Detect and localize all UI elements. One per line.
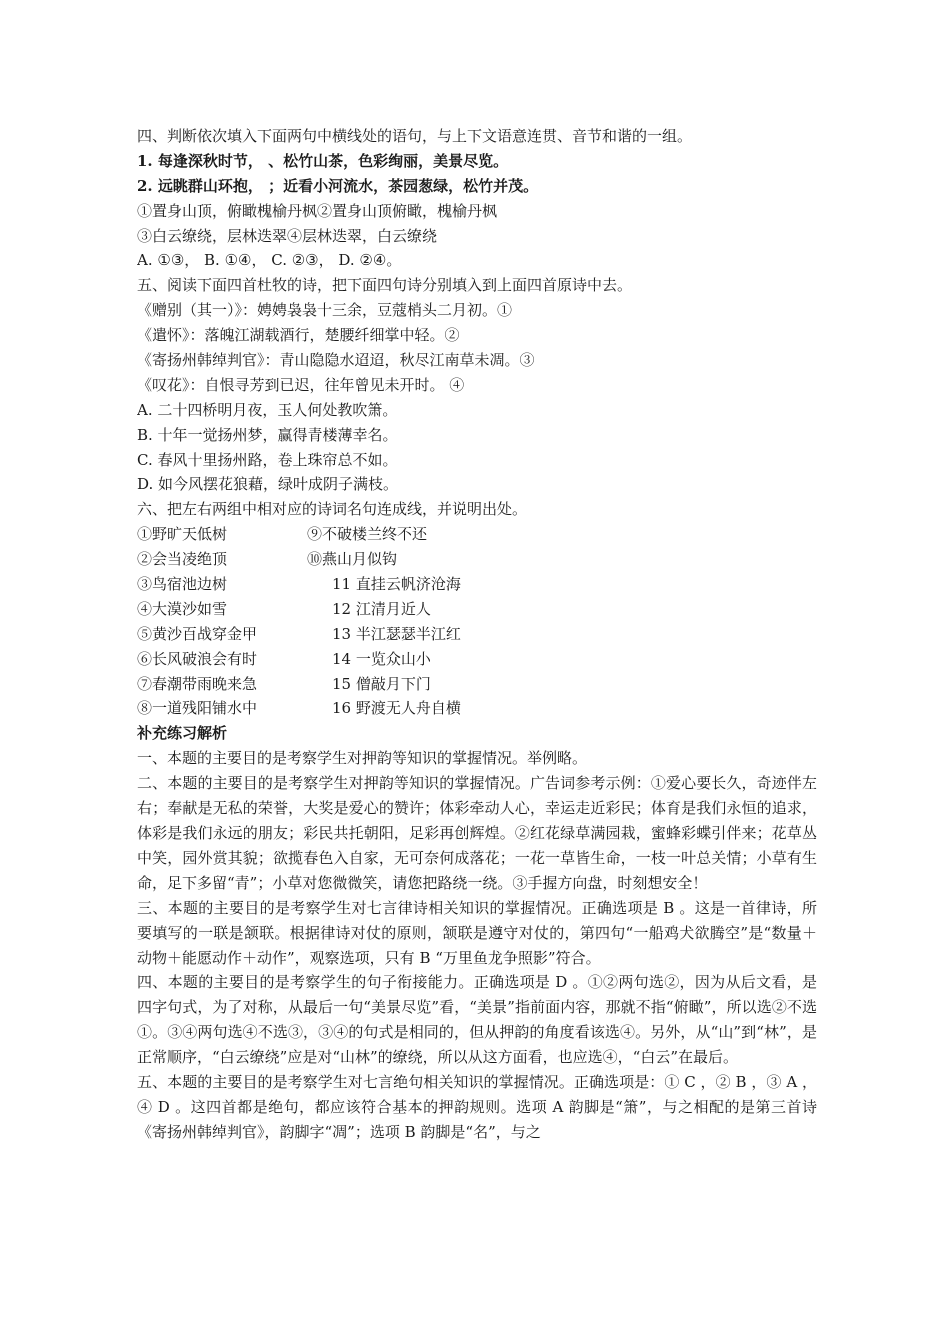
q6-pair-row	[137, 696, 817, 721]
q6-pair-row	[137, 622, 817, 647]
q6-right-item: ⑩燕山月似钩	[307, 550, 398, 569]
document-body	[137, 124, 817, 1145]
q6-right-item: 14 一览众山小	[332, 649, 431, 668]
q6-pair-row	[137, 597, 817, 622]
q6-right-item: 11 直挂云帆济沧海	[332, 575, 461, 594]
q5-poem-3: 《寄扬州韩绰判官》：青山隐隐水迢迢，秋尽江南草未凋。③	[137, 351, 535, 370]
answer-2: 二、本题的主要目的是考察学生对押韵等知识的掌握情况。广告词参考示例：①爱心要长久，奇迹伴左右；奉献是无私的荣誉，大奖是爱心的赞许；体彩牵动人心，幸运走近彩民；体育是我们永恒的追求，体彩是我们永远的朋友；彩民共托朝阳，足彩再创辉煌。②红花绿草满园栽，蜜蜂彩蝶引伴来；花草丛中笑，园外赏其貌；欲揽春色入自家，无可奈何成落花；一花一草皆生命，一枝一叶总关情；小草有生命，足下多留“青”；小草对您微微笑，请您把路绕一绕。③手握方向盘，时刻想安全！	[137, 774, 817, 892]
q4-options-line-2: ③白云缭绕，层林迭翠④层林迭翠，白云缭绕	[137, 226, 438, 245]
answer-3: 三、本题的主要目的是考察学生对七言律诗相关知识的掌握情况。正确选项是 B 。这是一首律诗，所要填写的一联是颔联。根据律诗对仗的原则，颔联是遵守对仗的，第四句“一船鸡犬欲腾空”是“数量＋动物＋能愿动作＋动作”，观察选项，只有 B “万里鱼龙争照影”符合。	[137, 898, 817, 967]
q5-option-c: C. 春风十里扬州路，卷上珠帘总不如。	[137, 450, 398, 469]
q4-sentence-1: 1. 每逢深秋时节， 、松竹山茶，色彩绚丽，美景尽览。	[137, 151, 509, 170]
q4-choices: A. ①③， B. ①④， C. ②③， D. ②④。	[137, 251, 402, 270]
answer-5: 五、本题的主要目的是考察学生对七言绝句相关知识的掌握情况。正确选项是：① C ，② B ，③ A ，④ D 。这四首都是绝句，都应该符合基本的押韵规则。选项 A 韵脚是“箫”，与之相配的是第三首诗《寄扬州韩绰判官》，韵脚字“凋”；选项 B 韵脚是“名”，与之	[137, 1073, 817, 1141]
q4-heading: 四、判断依次填入下面两句中横线处的语句，与上下文语意连贯、音节和谐的一组。	[137, 127, 693, 145]
q6-pair-row	[137, 647, 817, 672]
q5-heading: 五、阅读下面四首杜牧的诗，把下面四句诗分别填入到上面四首原诗中去。	[137, 276, 633, 295]
q5-poem-4: 《叹花》：自恨寻芳到已迟，往年曾见未开时。 ④	[137, 375, 465, 394]
q6-left-item: ⑦春潮带雨晚来急	[137, 674, 258, 693]
q6-pair-row	[137, 572, 817, 597]
q6-left-item: ①野旷天低树	[137, 525, 228, 544]
q5-option-b: B. 十年一觉扬州梦，赢得青楼薄幸名。	[137, 425, 398, 444]
q6-left-item: ③鸟宿池边树	[137, 575, 228, 594]
q5-poem-2: 《遣怀》：落魄江湖载酒行，楚腰纤细掌中轻。②	[137, 326, 460, 345]
q6-heading: 六、把左右两组中相对应的诗词名句连成线，并说明出处。	[137, 500, 528, 519]
q6-left-item: ⑤黄沙百战穿金甲	[137, 624, 258, 643]
q6-left-item: ④大漠沙如雪	[137, 599, 228, 618]
answer-4: 四、本题的主要目的是考察学生的句子衔接能力。正确选项是 D 。①②两句选②，因为从后文看，是四字句式，为了对称，从最后一句“美景尽览”看，“美景”指前面内容，那就不指“俯瞰”，所以选②不选①。③④两句选④不选③，③④的句式是相同的，但从押韵的角度看该选④。另外，从“山”到“林”，是正常顺序，“白云缭绕”应是对“山林”的缭绕，所以从这方面看，也应选④，“白云”在最后。	[137, 973, 817, 1067]
q5-option-a: A. 二十四桥明月夜，玉人何处教吹箫。	[137, 400, 398, 419]
q5-option-d: D. 如今风摆花狼藉，绿叶成阴子满枝。	[137, 475, 399, 494]
q6-pair-row	[137, 672, 817, 697]
q6-left-item: ②会当凌绝顶	[137, 550, 228, 569]
q6-right-item: 16 野渡无人舟自横	[332, 699, 461, 718]
q6-pair-row	[137, 522, 817, 547]
q6-right-item: ⑨不破楼兰终不还	[307, 525, 428, 544]
q6-right-item: 13 半江瑟瑟半江红	[332, 624, 461, 643]
q6-left-item: ⑧一道残阳铺水中	[137, 699, 258, 718]
answer-1: 一、本题的主要目的是考察学生对押韵等知识的掌握情况。举例略。	[137, 749, 588, 768]
q6-left-item: ⑥长风破浪会有时	[137, 649, 258, 668]
q5-poem-1: 《赠别（其一）》：娉娉袅袅十三余，豆蔻梢头二月初。①	[137, 301, 513, 320]
q4-options-line-1: ①置身山顶，俯瞰槐榆丹枫②置身山顶俯瞰，槐榆丹枫	[137, 201, 498, 220]
q6-right-item: 12 江清月近人	[332, 599, 431, 618]
q6-right-item: 15 僧敲月下门	[332, 674, 431, 693]
q6-pair-row	[137, 547, 817, 572]
answers-title: 补充练习解析	[137, 724, 228, 743]
q4-sentence-2: 2. 远眺群山环抱， ；近看小河流水，茶园葱绿，松竹并茂。	[137, 176, 539, 195]
